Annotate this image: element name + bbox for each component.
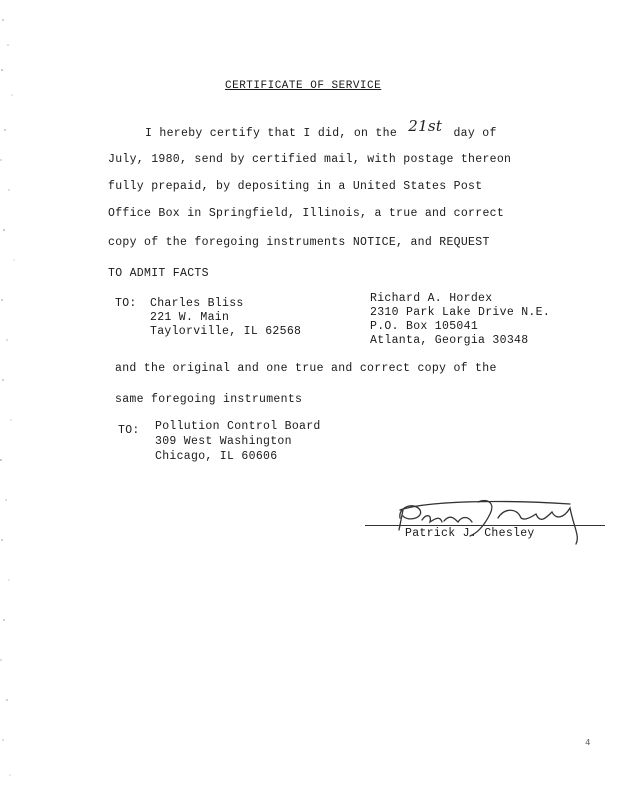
recipient-1-city: Taylorville, IL 62568 — [150, 325, 302, 338]
to-label-2: TO: — [118, 424, 140, 437]
recipient-2-po-box: P.O. Box 105041 — [370, 320, 479, 333]
signer-name: Patrick J. Chesley — [405, 527, 535, 540]
document-title: CERTIFICATE OF SERVICE — [225, 80, 382, 92]
recipient-2-address: 2310 Park Lake Drive N.E. — [370, 306, 551, 319]
recipient-3-name: Pollution Control Board — [155, 420, 321, 433]
body-line-1-text: I hereby certify that I did, on the — [145, 127, 398, 140]
middle-line-1: and the original and one true and correct copy of the — [115, 362, 497, 375]
body-line-3: fully prepaid, by depositing in a United States Post — [108, 180, 483, 193]
recipient-2-city: Atlanta, Georgia 30348 — [370, 334, 529, 347]
body-line-4: Office Box in Springfield, Illinois, a true and correct — [108, 207, 505, 220]
scan-edge-noise — [0, 0, 30, 800]
body-line-6: TO ADMIT FACTS — [108, 267, 209, 280]
recipient-1-name: Charles Bliss — [150, 297, 244, 310]
page-mark: 4 — [585, 738, 591, 748]
recipient-2-name: Richard A. Hordex — [370, 292, 493, 305]
body-line-5: copy of the foregoing instruments NOTICE, and REQUEST — [108, 236, 490, 249]
day-suffix: day of — [453, 127, 497, 140]
signature-line — [365, 525, 605, 526]
recipient-3-address: 309 West Washington — [155, 435, 292, 448]
body-line-2: July, 1980, send by certified mail, with postage thereon — [108, 153, 512, 166]
to-label-1: TO: — [115, 297, 137, 310]
middle-line-2: same foregoing instruments — [115, 393, 303, 406]
body-line-1 — [145, 117, 497, 140]
handwritten-day: 21st — [408, 117, 443, 135]
recipient-3-city: Chicago, IL 60606 — [155, 450, 278, 463]
recipient-1-address: 221 W. Main — [150, 311, 230, 324]
